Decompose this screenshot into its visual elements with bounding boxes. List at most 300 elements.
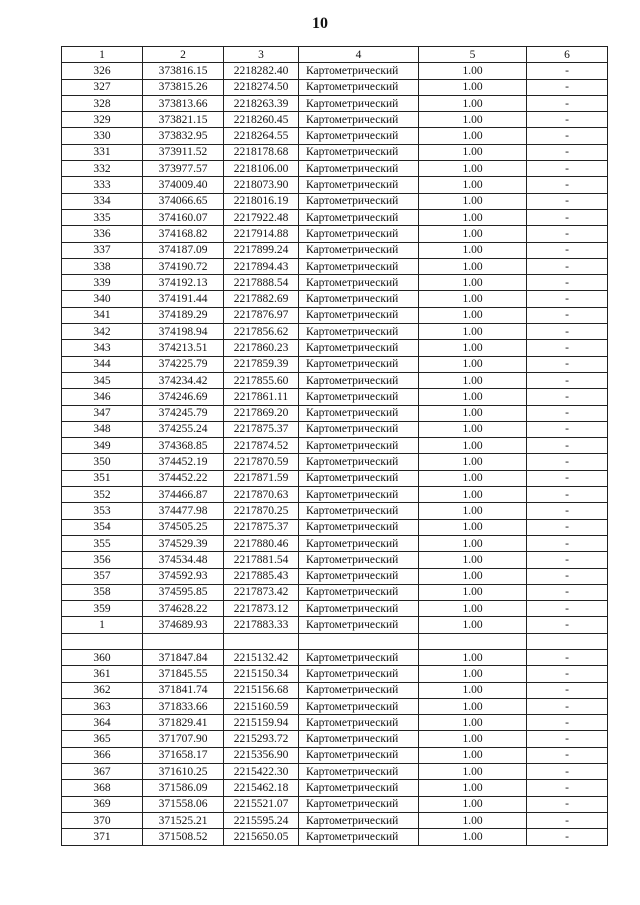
cell-point-number: 353 [62, 503, 143, 519]
table-row [62, 584, 608, 600]
cell-method: Картометрический [299, 128, 419, 144]
cell-point-number: 337 [62, 242, 143, 258]
cell-accuracy: 1.00 [419, 829, 527, 845]
table-row [62, 535, 608, 551]
cell-method: Картометрический [299, 747, 419, 763]
cell-y-coordinate: 2215293.72 [224, 731, 299, 747]
table-row [62, 780, 608, 796]
cell-point-number: 336 [62, 226, 143, 242]
cell-method: Картометрический [299, 193, 419, 209]
table-row [62, 764, 608, 780]
cell-x-coordinate: 374595.85 [143, 584, 224, 600]
cell-y-coordinate: 2218263.39 [224, 95, 299, 111]
cell-x-coordinate: 374009.40 [143, 177, 224, 193]
table-row [62, 372, 608, 388]
table-row [62, 95, 608, 111]
cell-accuracy: 1.00 [419, 340, 527, 356]
cell-accuracy: 1.00 [419, 63, 527, 79]
table-row [62, 258, 608, 274]
cell-note: - [527, 112, 608, 128]
cell-y-coordinate: 2218178.68 [224, 144, 299, 160]
column-header-6: 6 [527, 47, 608, 63]
cell-method: Картометрический [299, 79, 419, 95]
table-row [62, 715, 608, 731]
cell-accuracy: 1.00 [419, 405, 527, 421]
table-row [62, 79, 608, 95]
cell-x-coordinate: 371841.74 [143, 682, 224, 698]
cell-x-coordinate: 371508.52 [143, 829, 224, 845]
cell-accuracy: 1.00 [419, 649, 527, 665]
cell-point-number: 341 [62, 307, 143, 323]
cell-method: Картометрический [299, 698, 419, 714]
table-row [62, 503, 608, 519]
cell-point-number: 354 [62, 519, 143, 535]
cell-accuracy: 1.00 [419, 584, 527, 600]
cell-note: - [527, 95, 608, 111]
cell-method: Картометрический [299, 161, 419, 177]
cell-note: - [527, 258, 608, 274]
cell-x-coordinate: 374225.79 [143, 356, 224, 372]
cell-x-coordinate: 374534.48 [143, 552, 224, 568]
cell-accuracy: 1.00 [419, 242, 527, 258]
table-body [62, 63, 608, 845]
cell-method: Картометрический [299, 242, 419, 258]
cell-x-coordinate: 374213.51 [143, 340, 224, 356]
cell-y-coordinate: 2215595.24 [224, 812, 299, 828]
cell-x-coordinate: 373815.26 [143, 79, 224, 95]
table-row [62, 144, 608, 160]
cell-note: - [527, 617, 608, 633]
cell-x-coordinate: 371845.55 [143, 666, 224, 682]
cell-note: - [527, 829, 608, 845]
cell-accuracy: 1.00 [419, 454, 527, 470]
table-row [62, 340, 608, 356]
cell-x-coordinate: 374187.09 [143, 242, 224, 258]
cell-y-coordinate: 2217855.60 [224, 372, 299, 388]
cell-point-number: 357 [62, 568, 143, 584]
cell-accuracy: 1.00 [419, 307, 527, 323]
cell-y-coordinate: 2217860.23 [224, 340, 299, 356]
table-row [62, 649, 608, 665]
cell-x-coordinate: 371558.06 [143, 796, 224, 812]
cell-y-coordinate: 2217870.59 [224, 454, 299, 470]
cell-method: Картометрический [299, 470, 419, 486]
cell-point-number: 335 [62, 209, 143, 225]
cell-y-coordinate: 2217885.43 [224, 568, 299, 584]
cell-y-coordinate: 2217894.43 [224, 258, 299, 274]
cell-note: - [527, 226, 608, 242]
cell-note: - [527, 242, 608, 258]
cell-method: Картометрический [299, 291, 419, 307]
cell-accuracy: 1.00 [419, 780, 527, 796]
cell-accuracy: 1.00 [419, 764, 527, 780]
cell-point-number: 359 [62, 601, 143, 617]
cell-y-coordinate: 2217873.12 [224, 601, 299, 617]
cell-y-coordinate: 2215422.30 [224, 764, 299, 780]
cell-accuracy: 1.00 [419, 128, 527, 144]
cell-note: - [527, 470, 608, 486]
cell-point-number: 338 [62, 258, 143, 274]
cell-method: Картометрический [299, 487, 419, 503]
cell-x-coordinate: 371847.84 [143, 649, 224, 665]
table-row [62, 633, 608, 649]
cell-y-coordinate: 2217883.33 [224, 617, 299, 633]
cell-y-coordinate: 2217870.63 [224, 487, 299, 503]
cell-note: - [527, 780, 608, 796]
table-row [62, 568, 608, 584]
cell-note: - [527, 715, 608, 731]
cell-note: - [527, 601, 608, 617]
cell-point-number: 345 [62, 372, 143, 388]
cell-note: - [527, 487, 608, 503]
cell-x-coordinate: 371833.66 [143, 698, 224, 714]
cell-point-number: 351 [62, 470, 143, 486]
cell-note: - [527, 747, 608, 763]
cell-note: - [527, 389, 608, 405]
cell-x-coordinate: 373813.66 [143, 95, 224, 111]
column-header-1: 1 [62, 47, 143, 63]
cell-point-number: 355 [62, 535, 143, 551]
cell-method: Картометрический [299, 372, 419, 388]
cell-point-number: 350 [62, 454, 143, 470]
cell-accuracy: 1.00 [419, 747, 527, 763]
cell-note: - [527, 144, 608, 160]
cell-accuracy: 1.00 [419, 731, 527, 747]
table-row [62, 226, 608, 242]
cell-note: - [527, 568, 608, 584]
cell-method: Картометрический [299, 144, 419, 160]
cell-note: - [527, 682, 608, 698]
cell-note: - [527, 421, 608, 437]
cell-y-coordinate: 2217875.37 [224, 519, 299, 535]
table-row [62, 242, 608, 258]
cell-method: Картометрический [299, 438, 419, 454]
cell-method: Картометрический [299, 731, 419, 747]
cell-method: Картометрический [299, 584, 419, 600]
cell-point-number: 358 [62, 584, 143, 600]
cell-y-coordinate: 2217875.37 [224, 421, 299, 437]
cell-point-number: 352 [62, 487, 143, 503]
table-row [62, 438, 608, 454]
cell-method: Картометрический [299, 503, 419, 519]
cell-y-coordinate: 2218282.40 [224, 63, 299, 79]
cell-y-coordinate: 2215150.34 [224, 666, 299, 682]
table-row [62, 209, 608, 225]
cell-accuracy: 1.00 [419, 372, 527, 388]
table-row [62, 747, 608, 763]
cell-x-coordinate: 374592.93 [143, 568, 224, 584]
cell-y-coordinate: 2217856.62 [224, 324, 299, 340]
cell-method: Картометрический [299, 209, 419, 225]
cell-method: Картометрический [299, 535, 419, 551]
cell-accuracy: 1.00 [419, 698, 527, 714]
table-row [62, 128, 608, 144]
cell-x-coordinate: 371658.17 [143, 747, 224, 763]
cell-x-coordinate: 374190.72 [143, 258, 224, 274]
cell-note: - [527, 519, 608, 535]
cell-y-coordinate: 2215159.94 [224, 715, 299, 731]
cell-point-number: 348 [62, 421, 143, 437]
cell-point-number: 328 [62, 95, 143, 111]
cell-y-coordinate: 2217880.46 [224, 535, 299, 551]
cell-y-coordinate: 2215156.68 [224, 682, 299, 698]
cell-method: Картометрический [299, 258, 419, 274]
cell-y-coordinate: 2217859.39 [224, 356, 299, 372]
cell-accuracy: 1.00 [419, 617, 527, 633]
cell-point-number: 339 [62, 275, 143, 291]
column-header-2: 2 [143, 47, 224, 63]
coordinates-table [61, 46, 608, 846]
cell-note: - [527, 161, 608, 177]
cell-method: Картометрический [299, 552, 419, 568]
cell-y-coordinate: 2217882.69 [224, 291, 299, 307]
cell-y-coordinate: 2217861.11 [224, 389, 299, 405]
cell-note: - [527, 405, 608, 421]
cell-note: - [527, 193, 608, 209]
cell-method: Картометрический [299, 796, 419, 812]
table-row [62, 829, 608, 845]
cell-method: Картометрический [299, 112, 419, 128]
cell-accuracy: 1.00 [419, 552, 527, 568]
cell-accuracy: 1.00 [419, 112, 527, 128]
cell-x-coordinate: 373977.57 [143, 161, 224, 177]
cell-x-coordinate: 374066.65 [143, 193, 224, 209]
cell-accuracy: 1.00 [419, 438, 527, 454]
cell-x-coordinate: 371829.41 [143, 715, 224, 731]
cell-point-number: 356 [62, 552, 143, 568]
cell-point-number: 363 [62, 698, 143, 714]
cell-accuracy: 1.00 [419, 715, 527, 731]
cell-point-number: 371 [62, 829, 143, 845]
cell-method: Картометрический [299, 829, 419, 845]
cell-method: Картометрический [299, 275, 419, 291]
cell-point-number: 362 [62, 682, 143, 698]
cell-method: Картометрический [299, 226, 419, 242]
cell-accuracy: 1.00 [419, 79, 527, 95]
cell-point-number: 343 [62, 340, 143, 356]
cell-x-coordinate: 374255.24 [143, 421, 224, 437]
cell-y-coordinate: 2217871.59 [224, 470, 299, 486]
table-row [62, 356, 608, 372]
cell-accuracy: 1.00 [419, 503, 527, 519]
table-row [62, 454, 608, 470]
cell-point-number: 368 [62, 780, 143, 796]
cell-point-number: 370 [62, 812, 143, 828]
cell-point-number [62, 633, 143, 649]
cell-point-number: 333 [62, 177, 143, 193]
cell-note: - [527, 275, 608, 291]
cell-x-coordinate: 373821.15 [143, 112, 224, 128]
cell-point-number: 347 [62, 405, 143, 421]
cell-point-number: 334 [62, 193, 143, 209]
cell-note: - [527, 128, 608, 144]
cell-note: - [527, 356, 608, 372]
cell-method: Картометрический [299, 682, 419, 698]
cell-accuracy: 1.00 [419, 209, 527, 225]
cell-x-coordinate: 371610.25 [143, 764, 224, 780]
cell-method: Картометрический [299, 307, 419, 323]
table-row [62, 307, 608, 323]
cell-y-coordinate: 2218106.00 [224, 161, 299, 177]
cell-x-coordinate: 374192.13 [143, 275, 224, 291]
cell-note: - [527, 796, 608, 812]
cell-method: Картометрический [299, 324, 419, 340]
cell-method: Картометрический [299, 63, 419, 79]
cell-y-coordinate: 2218264.55 [224, 128, 299, 144]
cell-method: Картометрический [299, 666, 419, 682]
cell-y-coordinate: 2217870.25 [224, 503, 299, 519]
cell-note: - [527, 584, 608, 600]
cell-method: Картометрический [299, 780, 419, 796]
cell-y-coordinate: 2215462.18 [224, 780, 299, 796]
cell-x-coordinate: 373911.52 [143, 144, 224, 160]
column-header-4: 4 [299, 47, 419, 63]
table-row [62, 112, 608, 128]
cell-x-coordinate: 374168.82 [143, 226, 224, 242]
cell-accuracy: 1.00 [419, 421, 527, 437]
cell-accuracy: 1.00 [419, 682, 527, 698]
cell-method: Картометрический [299, 715, 419, 731]
header-row [62, 47, 608, 63]
cell-y-coordinate: 2218073.90 [224, 177, 299, 193]
cell-method: Картометрический [299, 649, 419, 665]
table-row [62, 421, 608, 437]
cell-point-number: 340 [62, 291, 143, 307]
cell-note: - [527, 552, 608, 568]
table-row [62, 470, 608, 486]
cell-accuracy: 1.00 [419, 144, 527, 160]
cell-accuracy: 1.00 [419, 796, 527, 812]
table-row [62, 796, 608, 812]
cell-accuracy: 1.00 [419, 95, 527, 111]
cell-point-number: 361 [62, 666, 143, 682]
cell-x-coordinate: 373832.95 [143, 128, 224, 144]
cell-accuracy: 1.00 [419, 568, 527, 584]
cell-accuracy: 1.00 [419, 389, 527, 405]
cell-note: - [527, 698, 608, 714]
cell-x-coordinate: 374477.98 [143, 503, 224, 519]
cell-method: Картометрический [299, 601, 419, 617]
table-row [62, 275, 608, 291]
table-row [62, 63, 608, 79]
column-header-5: 5 [419, 47, 527, 63]
table-row [62, 812, 608, 828]
cell-point-number: 327 [62, 79, 143, 95]
cell-method: Картометрический [299, 519, 419, 535]
cell-note [527, 633, 608, 649]
cell-x-coordinate [143, 633, 224, 649]
cell-point-number: 349 [62, 438, 143, 454]
cell-y-coordinate: 2218016.19 [224, 193, 299, 209]
cell-y-coordinate: 2215521.07 [224, 796, 299, 812]
cell-x-coordinate: 374160.07 [143, 209, 224, 225]
cell-y-coordinate: 2217922.48 [224, 209, 299, 225]
cell-y-coordinate: 2215160.59 [224, 698, 299, 714]
cell-accuracy: 1.00 [419, 193, 527, 209]
table-row [62, 324, 608, 340]
cell-x-coordinate: 374452.22 [143, 470, 224, 486]
cell-x-coordinate: 374246.69 [143, 389, 224, 405]
cell-y-coordinate: 2217873.42 [224, 584, 299, 600]
cell-point-number: 1 [62, 617, 143, 633]
cell-y-coordinate: 2217874.52 [224, 438, 299, 454]
cell-point-number: 331 [62, 144, 143, 160]
cell-point-number: 344 [62, 356, 143, 372]
cell-note: - [527, 503, 608, 519]
cell-accuracy: 1.00 [419, 291, 527, 307]
cell-method: Картометрический [299, 95, 419, 111]
cell-method: Картометрический [299, 177, 419, 193]
cell-accuracy: 1.00 [419, 324, 527, 340]
cell-y-coordinate: 2218274.50 [224, 79, 299, 95]
column-header-3: 3 [224, 47, 299, 63]
cell-accuracy: 1.00 [419, 666, 527, 682]
cell-accuracy: 1.00 [419, 356, 527, 372]
cell-note: - [527, 340, 608, 356]
cell-note: - [527, 63, 608, 79]
cell-y-coordinate: 2215132.42 [224, 649, 299, 665]
table-row [62, 698, 608, 714]
cell-y-coordinate: 2218260.45 [224, 112, 299, 128]
cell-point-number: 365 [62, 731, 143, 747]
cell-x-coordinate: 374529.39 [143, 535, 224, 551]
cell-y-coordinate: 2217881.54 [224, 552, 299, 568]
cell-x-coordinate: 374689.93 [143, 617, 224, 633]
cell-method: Картометрический [299, 389, 419, 405]
cell-note: - [527, 79, 608, 95]
table-row [62, 682, 608, 698]
cell-accuracy [419, 633, 527, 649]
cell-accuracy: 1.00 [419, 812, 527, 828]
cell-note: - [527, 666, 608, 682]
cell-method: Картометрический [299, 405, 419, 421]
cell-x-coordinate: 374628.22 [143, 601, 224, 617]
table-row [62, 161, 608, 177]
cell-point-number: 364 [62, 715, 143, 731]
cell-method: Картометрический [299, 356, 419, 372]
cell-method: Картометрический [299, 617, 419, 633]
cell-x-coordinate: 371707.90 [143, 731, 224, 747]
cell-x-coordinate: 374466.87 [143, 487, 224, 503]
cell-method: Картометрический [299, 340, 419, 356]
table-row [62, 405, 608, 421]
cell-x-coordinate: 374368.85 [143, 438, 224, 454]
cell-x-coordinate: 374505.25 [143, 519, 224, 535]
cell-note: - [527, 372, 608, 388]
cell-point-number: 360 [62, 649, 143, 665]
cell-y-coordinate: 2217899.24 [224, 242, 299, 258]
cell-x-coordinate: 374198.94 [143, 324, 224, 340]
cell-y-coordinate: 2217914.88 [224, 226, 299, 242]
cell-point-number: 367 [62, 764, 143, 780]
table-row [62, 666, 608, 682]
cell-accuracy: 1.00 [419, 275, 527, 291]
cell-note: - [527, 307, 608, 323]
cell-y-coordinate: 2215356.90 [224, 747, 299, 763]
cell-point-number: 330 [62, 128, 143, 144]
page-number: 10 [312, 15, 328, 32]
cell-accuracy: 1.00 [419, 487, 527, 503]
cell-note: - [527, 209, 608, 225]
cell-method: Картометрический [299, 454, 419, 470]
cell-note: - [527, 324, 608, 340]
cell-note: - [527, 649, 608, 665]
cell-note: - [527, 177, 608, 193]
cell-accuracy: 1.00 [419, 177, 527, 193]
cell-x-coordinate: 374234.42 [143, 372, 224, 388]
cell-point-number: 332 [62, 161, 143, 177]
cell-x-coordinate: 371586.09 [143, 780, 224, 796]
